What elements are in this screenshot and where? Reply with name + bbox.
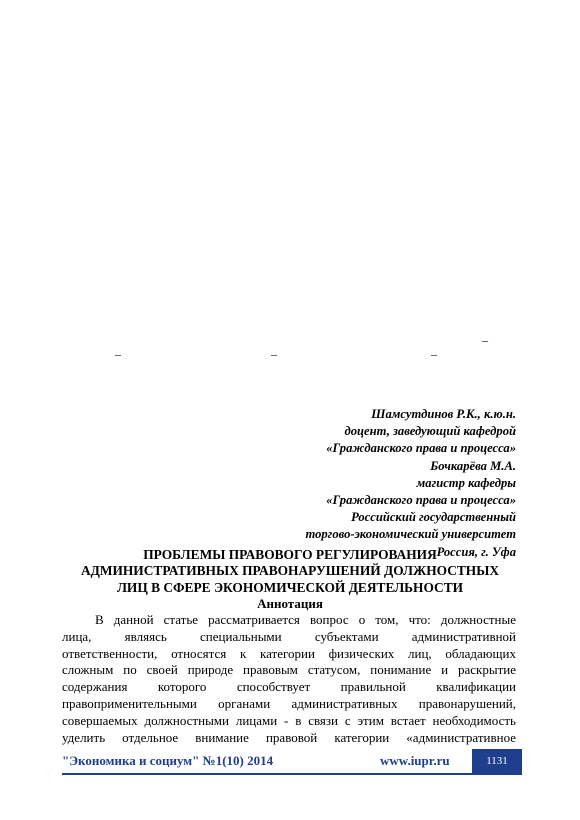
abstract-line: уделить отдельное внимание правовой категории «административное — [62, 729, 516, 745]
stray-dash: – — [431, 347, 437, 361]
journal-name: "Экономика и социум" №1(10) 2014 — [62, 753, 274, 768]
author-line: «Гражданского права и процесса» — [326, 441, 516, 456]
abstract-line: В данной статье рассматривается вопрос о том, что: должностные — [95, 612, 516, 627]
author-line: доцент, заведующий кафедрой — [344, 424, 516, 439]
stray-dash: – — [115, 347, 121, 361]
journal-url[interactable]: www.iupr.ru — [380, 753, 450, 768]
stray-dash: – — [482, 333, 488, 347]
author-line: магистр кафедры — [416, 475, 516, 490]
author-line: «Гражданского права и процесса» — [326, 493, 516, 508]
author-line: Россия, г. Уфа — [436, 544, 516, 559]
abstract-line: сложным по своей природе правовым статусом, понимание и раскрытие — [62, 662, 516, 678]
stray-dash: – — [271, 347, 277, 361]
abstract-line: лица, являясь специальными субъектами административной — [62, 628, 516, 644]
abstract-heading: Аннотация — [257, 596, 323, 611]
title-line: АДМИНИСТРАТИВНЫХ ПРАВОНАРУШЕНИЙ ДОЛЖНОСТНЫХ — [80, 563, 500, 579]
author-line: Российский государственный — [351, 510, 516, 525]
title-line: ПРОБЛЕМЫ ПРАВОВОГО РЕГУЛИРОВАНИЯ — [143, 547, 437, 562]
article-title — [70, 547, 510, 596]
page-footer — [62, 751, 522, 775]
abstract-line: содержания которого способствует правильной квалификации — [62, 679, 516, 695]
author-line: Бочкарёва М.А. — [430, 458, 516, 473]
abstract-line: правоприменительными органами административных правонарушений, — [62, 695, 516, 711]
author-line: торгово-экономический университет — [305, 527, 516, 542]
page-number: 1131 — [472, 749, 522, 773]
author-line: Шамсутдинов Р.К., к.ю.н. — [371, 407, 516, 421]
author-block — [186, 406, 516, 561]
title-line: ЛИЦ В СФЕРЕ ЭКОНОМИЧЕСКОЙ ДЕЯТЕЛЬНОСТИ — [116, 579, 464, 595]
abstract-line: ответственности, относятся к категории физических лиц, обладающих — [62, 645, 516, 661]
abstract-line: совершаемых должностными лицами - в связи с этим встает необходимость — [62, 712, 516, 728]
abstract-body — [62, 612, 516, 746]
